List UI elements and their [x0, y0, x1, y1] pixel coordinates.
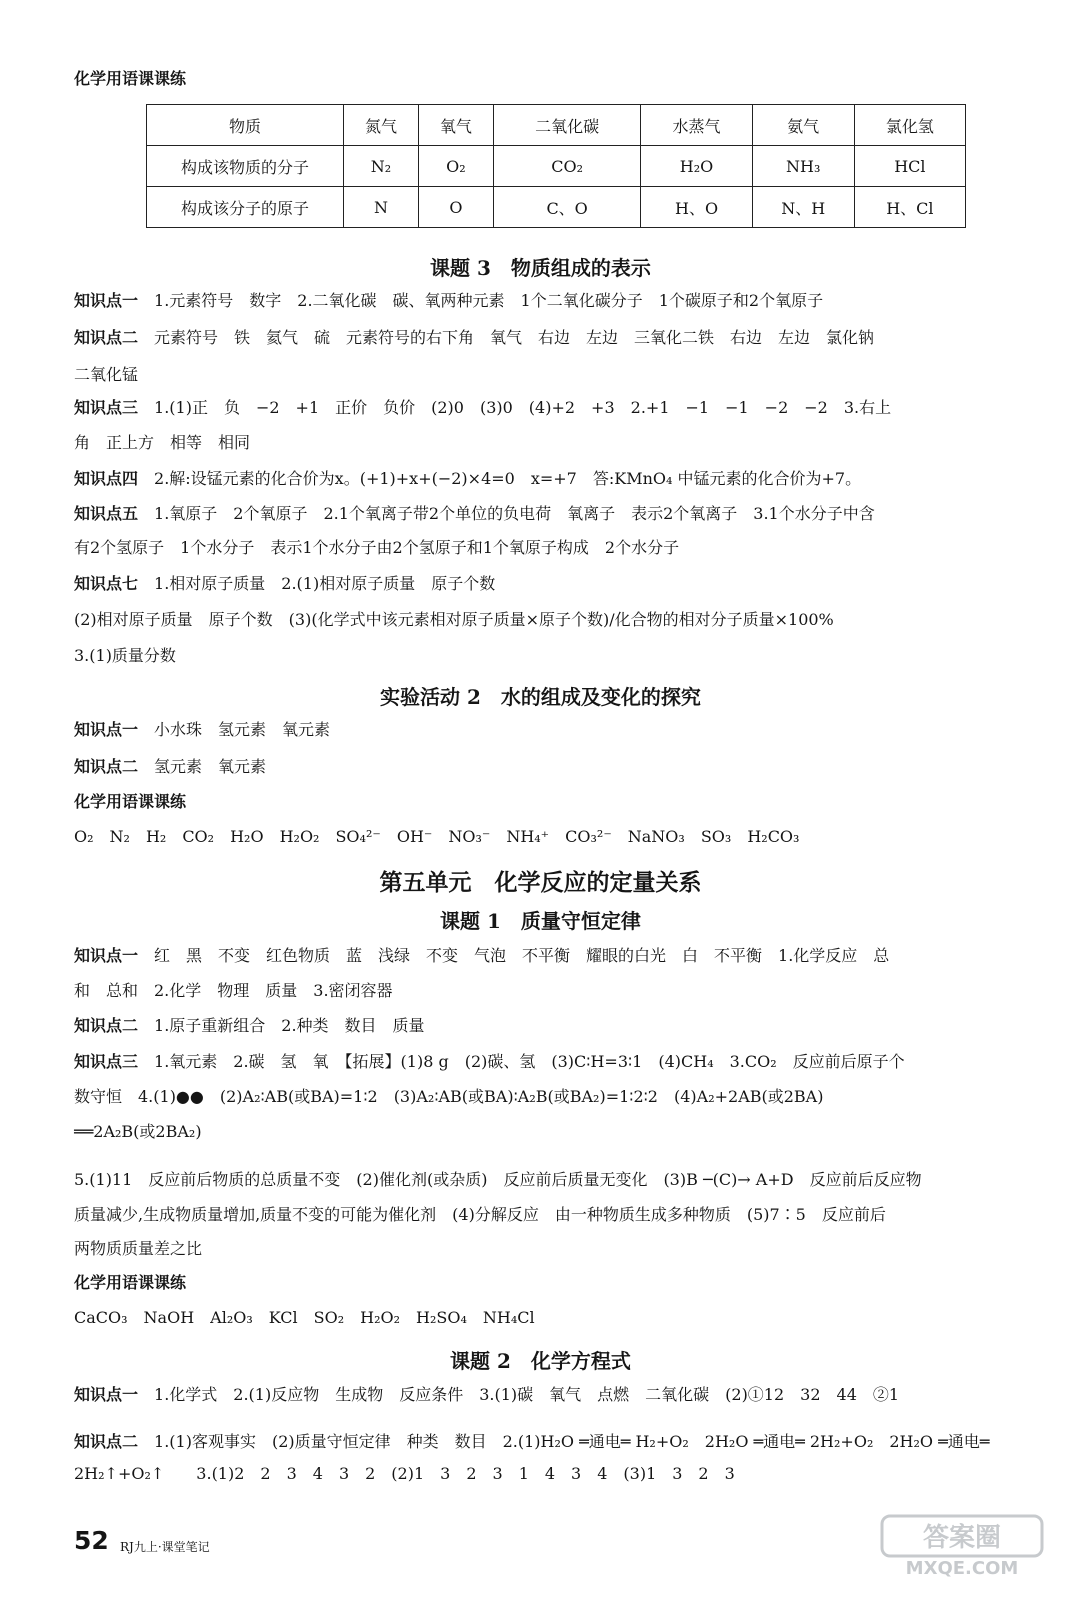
book-label: RJ九上·课堂笔记 [120, 1540, 210, 1554]
answer-line [74, 1463, 1034, 1485]
knowledge-point-label: 知识点一 [74, 291, 139, 310]
knowledge-point-label: 知识点二 [74, 1432, 139, 1451]
knowledge-point-label: 知识点七 [74, 574, 139, 593]
answer-text: (2)相对原子质量 原子个数 (3)(化学式中该元素相对原子质量×原子个数)/化合物的相对分子质量×100% [74, 610, 834, 629]
unit5-lesson1-title: 课题 1 质量守恒定律 [440, 909, 641, 933]
table-cell: H₂O [641, 146, 752, 187]
table-header-row [147, 105, 966, 146]
answer-text: 1.氧元素 2.碳 氢 氧 【拓展】(1)8 g (2)碳、氢 (3)C∶H=3∶1 (4)CH₄ 3.CO₂ 反应前后原子个 [154, 1052, 905, 1071]
watermark-logo [880, 1512, 1045, 1580]
lesson3-title: 课题 3 物质组成的表示 [430, 256, 651, 280]
table-cell: NH₃ [752, 146, 854, 187]
answer-text: 2.解:设锰元素的化合价为x。(+1)+x+(−2)×4=0 x=+7 答:KMnO₄ 中锰元素的化合价为+7。 [154, 469, 862, 488]
answer-text: 质量减少,生成物质量增加,质量不变的可能为催化剂 (4)分解反应 由一种物质生成多种物质 (5)7∶5 反应前后 [74, 1205, 886, 1224]
answer-text: 5.(1)11 反应前后物质的总质量不变 (2)催化剂(或杂质) 反应前后质量无变化 (3)B ─(C)→ A+D 反应前后反应物 [74, 1170, 922, 1189]
table-cell: N [344, 187, 419, 228]
answer-line [74, 980, 1034, 1002]
answer-line [74, 1431, 1034, 1453]
table-cell: 物质 [147, 105, 344, 146]
table-row [147, 187, 966, 228]
practice-items: O₂ N₂ H₂ CO₂ H₂O H₂O₂ SO₄²⁻ OH⁻ NO₃⁻ NH₄⁺ CO₃²⁻ NaNO₃ SO₃ H₂CO₃ [74, 827, 800, 846]
answer-text: 1.原子重新组合 2.种类 数目 质量 [154, 1016, 425, 1035]
answer-line [74, 1238, 1034, 1260]
knowledge-point-label: 知识点二 [74, 757, 139, 776]
answer-text: 角 正上方 相等 相同 [74, 433, 251, 452]
knowledge-point-label: 知识点四 [74, 469, 139, 488]
answer-text: 氢元素 氧元素 [154, 757, 267, 776]
answer-line [74, 537, 1034, 559]
experiment2-title: 实验活动 2 水的组成及变化的探究 [380, 685, 701, 709]
answer-text: 1.(1)正 负 −2 +1 正价 负价 (2)0 (3)0 (4)+2 +3 2.+1 −1 −1 −2 −2 3.右上 [154, 398, 892, 417]
knowledge-point-label: 知识点一 [74, 1385, 139, 1404]
answer-line [74, 1384, 1034, 1406]
table-cell: 氮气 [344, 105, 419, 146]
svg-text:MXQE.COM: MXQE.COM [905, 1558, 1019, 1579]
table-cell: 水蒸气 [641, 105, 752, 146]
knowledge-point-label: 知识点二 [74, 328, 139, 347]
answer-line [74, 432, 1034, 454]
knowledge-point-label: 知识点三 [74, 1052, 139, 1071]
answer-line [74, 1051, 1034, 1073]
answer-text: 二氧化锰 [74, 365, 139, 384]
answer-text: 数守恒 4.(1)●● (2)A₂∶AB(或BA)=1∶2 (3)A₂∶AB(或BA)∶A₂B(或BA₂)=1∶2∶2 (4)A₂+2AB(或2BA) [74, 1087, 824, 1106]
table-cell: 氧气 [418, 105, 493, 146]
knowledge-point-label: 知识点二 [74, 1016, 139, 1035]
answer-text: 有2个氢原子 1个水分子 表示1个水分子由2个氢原子和1个氧原子构成 2个水分子 [74, 538, 680, 557]
answer-line [74, 573, 1034, 595]
table-row [147, 146, 966, 187]
practice-items: CaCO₃ NaOH Al₂O₃ KCl SO₂ H₂O₂ H₂SO₄ NH₄Cl [74, 1308, 535, 1327]
answer-text: 两物质质量差之比 [74, 1239, 203, 1258]
answer-text: 红 黑 不变 红色物质 蓝 浅绿 不变 气泡 不平衡 耀眼的白光 白 不平衡 1.化学反应 总 [154, 946, 890, 965]
table-cell: N、H [752, 187, 854, 228]
section-title-practice-1: 化学用语课课练 [74, 69, 187, 88]
answer-line [74, 945, 1034, 967]
answer-text: ══2A₂B(或2BA₂) [74, 1122, 202, 1141]
knowledge-point-label: 知识点一 [74, 720, 139, 739]
answer-line [74, 290, 1034, 312]
answer-text: 和 总和 2.化学 物理 质量 3.密闭容器 [74, 981, 393, 1000]
answer-line [74, 1015, 1034, 1037]
table-cell: 构成该物质的分子 [147, 146, 344, 187]
table-cell: N₂ [344, 146, 419, 187]
unit5-lesson2-title: 课题 2 化学方程式 [450, 1349, 631, 1373]
vocabulary-table [146, 104, 966, 228]
answer-text: 2H₂↑+O₂↑ 3.(1)2 2 3 4 3 2 (2)1 3 2 3 1 4 3 4 (3)1 3 2 3 [74, 1464, 735, 1483]
answer-line [74, 756, 1034, 778]
section-title-practice-3: 化学用语课课练 [74, 1273, 187, 1292]
svg-text:答案圈: 答案圈 [922, 1523, 1002, 1553]
answer-line [74, 327, 1034, 349]
answer-line [74, 1086, 1034, 1108]
unit5-title: 第五单元 化学反应的定量关系 [379, 869, 702, 896]
answer-text: 1.化学式 2.(1)反应物 生成物 反应条件 3.(1)碳 氧气 点燃 二氧化碳 (2)①12 32 44 ②1 [154, 1385, 900, 1404]
answer-line [74, 397, 1034, 419]
section-title-practice-2: 化学用语课课练 [74, 792, 187, 811]
answer-text: 1.元素符号 数字 2.二氧化碳 碳、氧两种元素 1个二氧化碳分子 1个碳原子和2个氧原子 [154, 291, 824, 310]
answer-line [74, 719, 1034, 741]
answer-line [74, 1204, 1034, 1226]
knowledge-point-label: 知识点五 [74, 504, 139, 523]
answer-line [74, 364, 1034, 386]
table-cell: HCl [854, 146, 965, 187]
table-cell: 构成该分子的原子 [147, 187, 344, 228]
answer-text: 元素符号 铁 氦气 硫 元素符号的右下角 氧气 右边 左边 三氧化二铁 右边 左边 氯化钠 [154, 328, 875, 347]
table-cell: O₂ [418, 146, 493, 187]
table-cell: H、O [641, 187, 752, 228]
table-cell: CO₂ [493, 146, 641, 187]
answer-text: 1.(1)客观事实 (2)质量守恒定律 种类 数目 2.(1)H₂O ═通电═ H₂+O₂ 2H₂O ═通电═ 2H₂+O₂ 2H₂O ═通电═ [154, 1432, 990, 1451]
table-cell: O [418, 187, 493, 228]
page-number: 52 [74, 1526, 109, 1555]
table-cell: 二氧化碳 [493, 105, 641, 146]
table-cell: 氨气 [752, 105, 854, 146]
table-cell: C、O [493, 187, 641, 228]
answer-text: 小水珠 氢元素 氧元素 [154, 720, 331, 739]
table-cell: 氯化氢 [854, 105, 965, 146]
answer-line [74, 503, 1034, 525]
answer-line [74, 468, 1034, 490]
answer-line [74, 1169, 1034, 1191]
knowledge-point-label: 知识点一 [74, 946, 139, 965]
knowledge-point-label: 知识点三 [74, 398, 139, 417]
table-cell: H、Cl [854, 187, 965, 228]
answer-text: 1.氧原子 2个氧原子 2.1个氧离子带2个单位的负电荷 氧离子 表示2个氧离子 3.1个水分子中含 [154, 504, 875, 523]
answer-text: 1.相对原子质量 2.(1)相对原子质量 原子个数 [154, 574, 496, 593]
answer-line [74, 1121, 1034, 1143]
answer-line [74, 645, 1034, 667]
answer-line [74, 609, 1034, 631]
answer-text: 3.(1)质量分数 [74, 646, 176, 665]
